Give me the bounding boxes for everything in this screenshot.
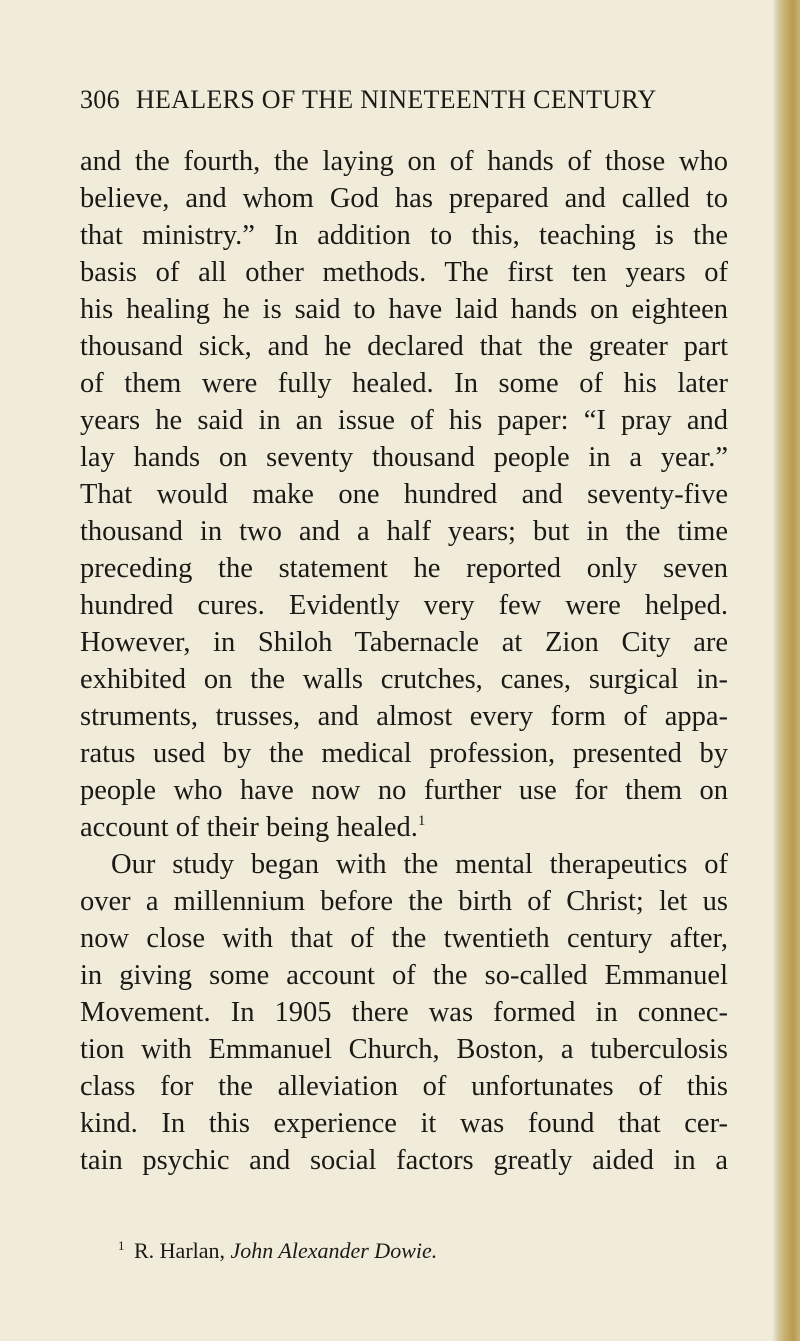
text-line: thousand in two and a half years; but in the time	[80, 516, 728, 547]
text-line: and the fourth, the laying on of hands of those who	[80, 146, 728, 177]
paragraph-end-line: account of their being healed.$^1$	[80, 812, 426, 843]
text-line: kind. In this experience it was found that cer-	[80, 1108, 728, 1139]
page-edge	[778, 0, 800, 1341]
text-line: now close with that of the twentieth century after,	[80, 923, 728, 954]
text-line: tion with Emmanuel Church, Boston, a tuberculosis	[80, 1034, 728, 1065]
text-line: of them were fully healed. In some of his later	[80, 368, 728, 399]
page-number: 306	[80, 85, 120, 114]
footnote-title: John Alexander Dowie.	[230, 1238, 438, 1263]
footnote-marker: 1	[118, 1238, 125, 1253]
body-text	[80, 143, 728, 1179]
footnote	[118, 1236, 437, 1266]
text-line: struments, trusses, and almost every form of appa-	[80, 701, 728, 732]
text-line: his healing he is said to have laid hands on eighteen	[80, 294, 728, 325]
text-line: lay hands on seventy thousand people in a year.”	[80, 442, 728, 473]
text-line: That would make one hundred and seventy-five	[80, 479, 728, 510]
text-line: over a millennium before the birth of Christ; let us	[80, 886, 728, 917]
text-line: people who have now no further use for them on	[80, 775, 728, 806]
paragraph-start-line: Our study began with the mental therapeutics of	[111, 849, 728, 880]
text-line: years he said in an issue of his paper: “I pray and	[80, 405, 728, 436]
text-line: hundred cures. Evidently very few were helped.	[80, 590, 728, 621]
text-line: However, in Shiloh Tabernacle at Zion City are	[80, 627, 728, 658]
text-line: in giving some account of the so-called Emmanuel	[80, 960, 728, 991]
text-line: Movement. In 1905 there was formed in connec-	[80, 997, 728, 1028]
text-line: preceding the statement he reported only seven	[80, 553, 728, 584]
text-line: believe, and whom God has prepared and called to	[80, 183, 728, 214]
text-line: class for the alleviation of unfortunates of this	[80, 1071, 728, 1102]
running-title: HEALERS OF THE NINETEENTH CENTURY	[135, 85, 657, 114]
running-head	[80, 82, 728, 118]
text-line: tain psychic and social factors greatly aided in a	[80, 1145, 728, 1176]
footnote-reference: 1	[417, 813, 426, 829]
text-line: basis of all other methods. The first ten years of	[80, 257, 728, 288]
footnote-author: R. Harlan,	[134, 1238, 226, 1263]
text-line: thousand sick, and he declared that the greater part	[80, 331, 728, 362]
text-line: that ministry.” In addition to this, teaching is the	[80, 220, 728, 251]
text-line: exhibited on the walls crutches, canes, surgical in-	[80, 664, 728, 695]
text-line: ratus used by the medical profession, presented by	[80, 738, 728, 769]
